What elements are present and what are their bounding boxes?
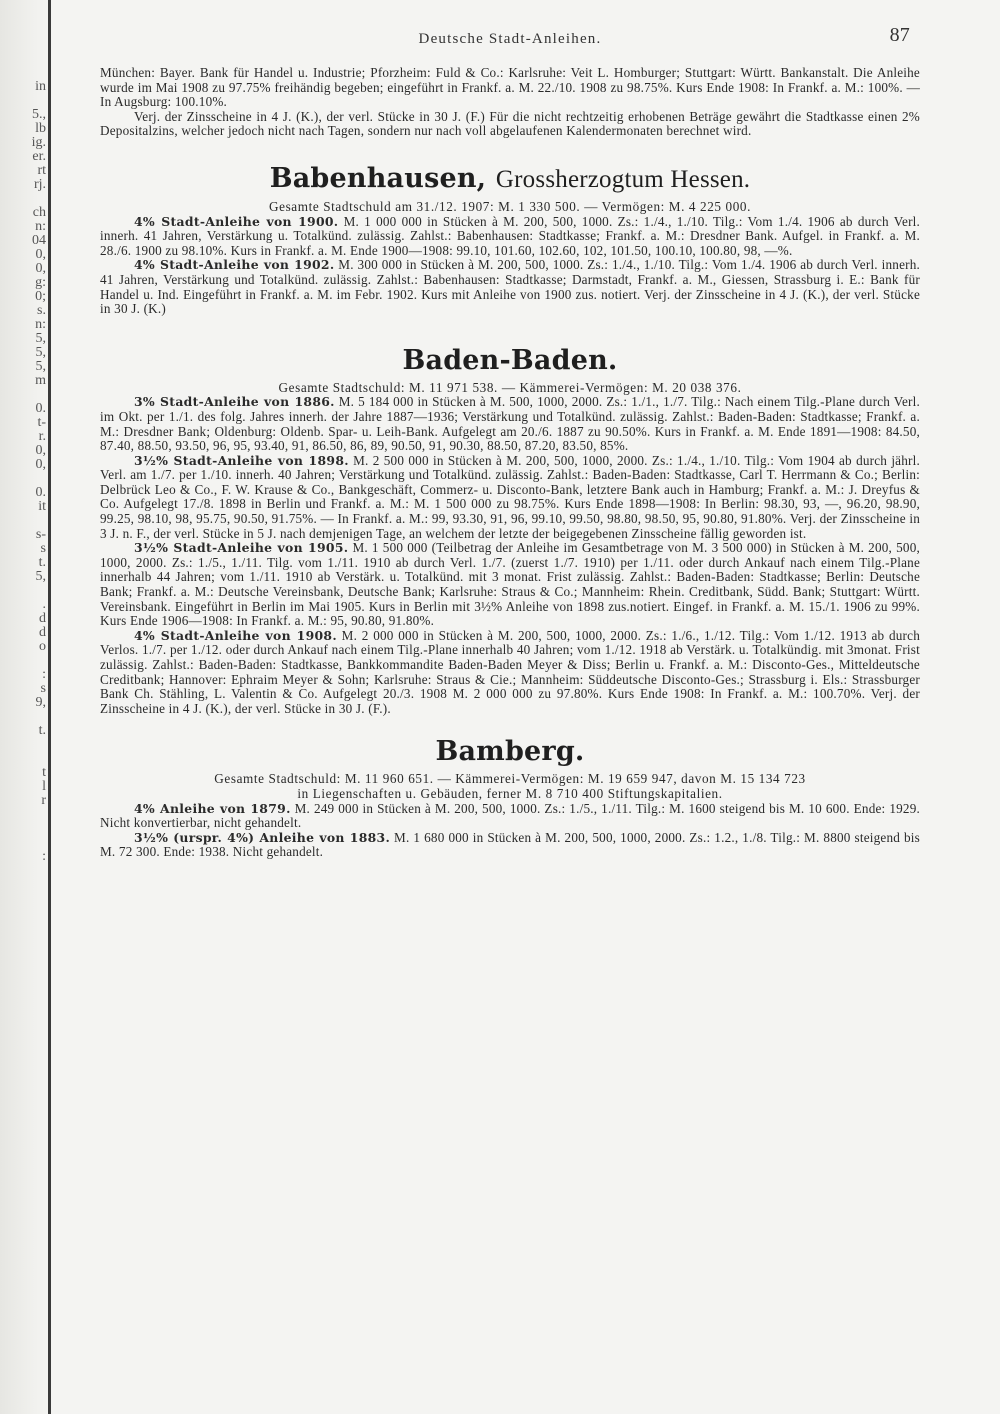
running-title: Deutsche Stadt-Anleihen. bbox=[418, 31, 602, 47]
margin-fragment bbox=[0, 514, 46, 528]
margin-fragment: n: bbox=[35, 220, 46, 234]
loan-title: 4% Stadt-Anleihe von 1900. bbox=[134, 213, 339, 229]
margin-fragment: 5, bbox=[35, 346, 46, 360]
margin-fragment: 5, bbox=[35, 360, 46, 374]
margin-fragment: o bbox=[39, 640, 46, 654]
margin-fragment bbox=[0, 192, 46, 206]
intro-paragraph: München: Bayer. Bank für Handel u. Industrie; Pforzheim: Fuld & Co.: Karlsruhe: Veit L. Homburger; Stuttgart: Württ. Bankanstalt. Die Anleihe wurde im Mai 1908 zu 97.75% freihändig begeben; eingeführt in Frankf. a. M. 22./10. 1908 zu 98.75%. Kurs Ende 1908: In Frankf. a. M.: 100%. — In Augsburg: 100.10%. bbox=[100, 65, 920, 110]
loan-text: M. 300 000 in Stücken à M. 200, 500, 1000. Zs.: 1./4., 1./10. Tilg.: Vom 1./4. 1906 ab durch Verl. innerh. 41 Jahren, Verstärkung und Totalkünd. zulässig. Zahlst.: Babenhausen: Stadtkasse; Darmstadt, Frankf. a. M., Giessen, Strassburg i. E.: Bank für Handel u. Ind. Eingeführt in Frankf. a. M. im Febr. 1902. Kurs mit Anleihe von 1900 zus. notiert. Verj. der Zinsscheine in 4 J. (K.), der verl. Stücke in 30 J. (K.) bbox=[100, 257, 921, 317]
margin-fragment: t- bbox=[37, 416, 46, 430]
margin-fragment: 04 bbox=[32, 234, 46, 248]
loan-entry bbox=[100, 802, 920, 831]
margin-fragment: 0. bbox=[35, 486, 46, 500]
margin-fragment: r. bbox=[38, 430, 46, 444]
city-region: Grossherzogtum Hessen. bbox=[495, 165, 751, 193]
loan-entry bbox=[100, 831, 920, 860]
intro-paragraph-verj: Verj. der Zinsscheine in 4 J. (K.), der verl. Stücke in 30 J. (F.) Für die nicht rechtzeitig erhobenen Beträge gewährt die Stadtkasse einen 2% Depositalzins, welcher jedoch nicht nach Tagen, sondern nur nach voll abgelaufenen Kalendermonaten berechnet wird. bbox=[100, 108, 920, 139]
margin-fragment: 0, bbox=[35, 248, 46, 262]
debt-summary-line: Gesamte Stadtschuld: M. 11 960 651. — Kämmerei-Vermögen: M. 19 659 947, davon M. 15 134 723 bbox=[214, 771, 806, 787]
city-name: Bamberg. bbox=[435, 736, 585, 768]
margin-fragment: s bbox=[40, 542, 46, 556]
city-heading-bamberg bbox=[100, 736, 920, 768]
margin-fragment bbox=[0, 752, 46, 766]
margin-fragment: 5, bbox=[35, 570, 46, 584]
debt-summary: Gesamte Stadtschuld am 31./12. 1907: M. 1 330 500. — Vermögen: M. 4 225 000. bbox=[269, 198, 751, 214]
margin-fragment: m bbox=[35, 374, 46, 388]
debt-summary: Gesamte Stadtschuld: M. 11 971 538. — Kämmerei-Vermögen: M. 20 038 376. bbox=[278, 379, 742, 395]
margin-fragment: 0, bbox=[35, 444, 46, 458]
margin-fragment: t. bbox=[38, 556, 46, 570]
city-name: Baden-Baden. bbox=[402, 344, 618, 376]
margin-fragment: 0; bbox=[35, 290, 46, 304]
margin-fragment: ig. bbox=[31, 136, 46, 150]
city-name: Babenhausen, bbox=[269, 162, 487, 194]
page-number: 87 bbox=[889, 24, 910, 46]
margin-fragment: d bbox=[39, 612, 46, 626]
loan-title: 4% Anleihe von 1879. bbox=[134, 800, 291, 816]
loan-entry bbox=[100, 629, 920, 717]
margin-fragment bbox=[0, 472, 46, 486]
margin-text-fragments bbox=[0, 80, 46, 864]
margin-fragment: g: bbox=[35, 276, 46, 290]
margin-fragment bbox=[0, 836, 46, 850]
margin-fragment: rt bbox=[37, 164, 46, 178]
margin-fragment: : bbox=[42, 850, 46, 864]
margin-fragment bbox=[0, 654, 46, 668]
loan-text: M. 2 000 000 in Stücken à M. 200, 500, 1000, 2000. Zs.: 1./6., 1./12. Tilg.: Vom 1./12. 1913 ab durch Verlos. 1./7. per 1./12. oder durch Ankauf nach einem Tilg.-Plane innerhalb 40 Jahren; vom 1./12. 1918 ab Verstärk. u. Totalkündig. mit 3monat. Frist zulässig. Zahlst.: Baden-Baden: Stadtkasse, Bankkommandite Baden-Baden Meyer & Diss; Berlin u. Frankf. a. M.: Disconto-Ges., Mitteldeutsche Creditbank; Hannover: Ephraim Meyer & Sohn; Karlsruhe: Straus & Cie.; Mannheim: Süddeutsche Disconto-Ges.; Strassburg i. Els.: Strassburger Bank Ch. Stähling, L. Valentin & Co. Aufgelegt 20./3. 1908 M. 2 000 000 zu 97.80%. Kurs Ende 1908: In Frankf. a. M.: 100.70%. Verj. der Zinsscheine in 4 J. (K.), der verl. Stücke in 30 J. (F.). bbox=[100, 627, 920, 716]
margin-fragment: n: bbox=[35, 318, 46, 332]
loan-text: M. 1 500 000 (Teilbetrag der Anleihe im Gesamtbetrage von M. 3 500 000) in Stücken à M. 200, 500, 1000, 2000. Zs.: 1./5., 1./11. Tilg. vom 1./11. 1910 ab durch Verl. 1./7. (zuerst 1./7. 1910) per 1./11. oder durch Ankauf nach einem Tilg.-Plane innerhalb 44 Jahren; vom 1./11. 1910 ab Verstärk. u. Totalkünd. mit 3 monat. Frist zulässig. Zahlst.: Baden-Baden: Stadtkasse; Berlin: Deutsche Bank; Frankf. a. M.: Deutsche Vereinsbank, Deutsche Bank; Karlsruhe: Straus & Co.; Mannheim: Rhein. Creditbank, Südd. Bank; Stuttgart: Württ. Vereinsbank. Eingeführt in Berlin im Mai 1905. Kurs in Berlin mit 3½% Anleihe von 1898 zus.notiert. Eingef. in Frankf. a. M. 15./1. 1906 zu 99%. Kurs Ende 1906—1908: In Frankf. a. M.: 95, 90.80, 91.80%. bbox=[100, 540, 920, 629]
margin-fragment: r bbox=[41, 794, 46, 808]
margin-fragment: 5, bbox=[35, 332, 46, 346]
margin-fragment: ch bbox=[32, 206, 46, 220]
margin-fragment: in bbox=[35, 80, 46, 94]
loan-entry bbox=[100, 258, 920, 316]
margin-fragment: s bbox=[40, 682, 46, 696]
margin-fragment: d bbox=[39, 626, 46, 640]
margin-fragment: lb bbox=[35, 122, 46, 136]
city-heading-baden-baden bbox=[100, 345, 920, 377]
margin-fragment: 9, bbox=[35, 696, 46, 710]
loan-text: M. 249 000 in Stücken à M. 200, 500, 1000. Zs.: 1./5., 1./11. Tilg.: M. 1600 steigend bis M. 10 600. Ende: 1929. Nicht konvertierbar, nicht gehandelt. bbox=[100, 800, 920, 831]
loan-entry bbox=[100, 395, 920, 453]
margin-fragment: 5., bbox=[32, 108, 46, 122]
loan-entry bbox=[100, 541, 920, 629]
margin-fragment bbox=[0, 94, 46, 108]
loan-title: 3½% Stadt-Anleihe von 1905. bbox=[134, 540, 349, 556]
loan-text: M. 1 680 000 in Stücken à M. 200, 500, 1000, 2000. Zs.: 1.2., 1./8. Tilg.: M. 8800 steigend bis M. 72 300. Ende: 1938. Nicht gehandelt. bbox=[100, 829, 920, 860]
margin-fragment: rj. bbox=[33, 178, 46, 192]
margin-fragment: 0. bbox=[35, 402, 46, 416]
loan-text: M. 1 000 000 in Stücken à M. 200, 500, 1000. Zs.: 1./4., 1./10. Tilg.: Vom 1./4. 1906 ab durch Verl. innerh. 41 Jahren, Verstärkung u. Totalkünd. zulässig. Zahlst.: Babenhausen: Stadtkasse; Frankf. a. M.: Dresdner Bank. Aufgel. in Frankf. a. M. 28./6. 1900 zu 98.10%. Kurs in Frankf. a. M. Ende 1900—1908: 99.10, 101.60, 102.60, 102, 101.50, 100.10, 100.80, 98, —%. bbox=[100, 213, 921, 258]
loan-title: 4% Stadt-Anleihe von 1908. bbox=[134, 627, 337, 643]
margin-fragment: . bbox=[42, 598, 46, 612]
margin-fragment: s. bbox=[37, 304, 46, 318]
loan-title: 3% Stadt-Anleihe von 1886. bbox=[134, 394, 335, 410]
margin-fragment bbox=[0, 738, 46, 752]
margin-fragment: : bbox=[42, 668, 46, 682]
margin-fragment: t bbox=[42, 766, 46, 780]
gutter-line bbox=[48, 0, 51, 1414]
margin-fragment bbox=[0, 822, 46, 836]
loan-title: 4% Stadt-Anleihe von 1902. bbox=[134, 257, 335, 273]
margin-fragment: er. bbox=[32, 150, 46, 164]
running-head bbox=[100, 24, 920, 66]
margin-fragment: s- bbox=[35, 528, 46, 542]
margin-fragment bbox=[0, 808, 46, 822]
page-content bbox=[100, 24, 921, 860]
city-heading-babenhausen bbox=[100, 163, 920, 196]
margin-fragment bbox=[0, 710, 46, 724]
loan-entry bbox=[100, 215, 920, 259]
margin-fragment: 0, bbox=[35, 458, 46, 472]
margin-fragment: t. bbox=[38, 724, 46, 738]
loan-title: 3½% Stadt-Anleihe von 1898. bbox=[134, 452, 349, 468]
loan-entry bbox=[100, 454, 920, 542]
margin-fragment bbox=[0, 584, 46, 598]
margin-fragment: l bbox=[42, 780, 46, 794]
loan-text: M. 5 184 000 in Stücken à M. 500, 1000, 2000. Zs.: 1./1., 1./7. Tilg.: Nach einem Tilg.-Plane durch Verl. im Okt. per 1./1. des folg. Jahres innerh. der Jahre 1887—1936; Verstärkung und Totalkünd. zulässig. Zahlst.: Baden-Baden: Stadtkasse; Frankf. a. M.: Dresdner Bank; Oldenburg: Oldenb. Spar- u. Leih-Bank. Aufgelegt am 20./6. 1887 zu 90.50%. Kurs in Frankf. a. M. Ende 1891—1908: 84.50, 87.40, 88.50, 93.50, 96, 95, 93.40, 91, 86.50, 86, 89, 90.50, 91, 90.30, 88.50, 87.20, 83.50, 85%. bbox=[100, 394, 921, 454]
debt-summary-line: in Liegenschaften u. Gebäuden, ferner M. 8 710 400 Stiftungskapitalien. bbox=[297, 785, 723, 801]
loan-title: 3½% (urspr. 4%) Anleihe von 1883. bbox=[134, 829, 391, 845]
margin-fragment: it bbox=[38, 500, 46, 514]
margin-fragment bbox=[0, 388, 46, 402]
margin-fragment: 0, bbox=[35, 262, 46, 276]
loan-text: M. 2 500 000 in Stücken à M. 200, 500, 1000, 2000. Zs.: 1./4., 1./10. Tilg.: Vom 1904 ab durch jährl. Verl. am 1./7. per 1./10. innerh. 40 Jahren; Verstärkung und Totalkünd. zulässig. Zahlst.: Baden-Baden: Stadtkasse, Carl T. Herrmann & Co.; Berlin: Delbrück Leo & Co., F. W. Krause & Co., Bankgeschäft, Commerz- u. Disconto-Bank, letztere Bank auch in Hamburg; Frankf. a. M.: J. Dreyfus & Co. Aufgelegt 17./8. 1898 in Berlin und Frankf. a. M.: M. 1 500 000 zu 98.75%. Kurs Ende 1898—1908: In Berlin: 98.30, 93, —, 96.20, 98.90, 99.25, 98.10, 98, 95.75, 90.50, 91.75%. — In Frankf. a. M.: 99, 93.30, 91, 96, 99.10, 99.50, 98.80, 98.50, 95, 90.80, 91.80%. Verj. der Zinsscheine in 3 J. n. F., der verl. Stücke in 5 J. nach demjenigen Tage, an welchem der letzte der beigegebenen Zinsscheine fällig geworden ist. bbox=[100, 452, 920, 541]
